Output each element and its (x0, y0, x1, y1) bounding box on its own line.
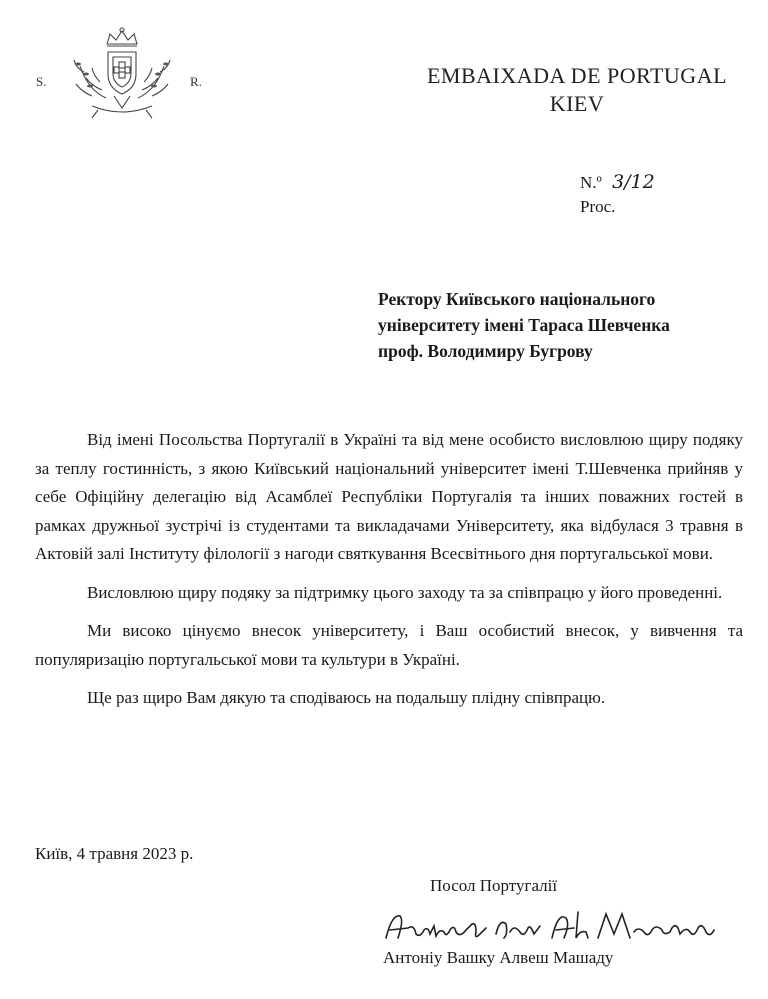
crest-letter-left: S. (36, 74, 47, 89)
addressee-line: університету імені Тараса Шевченка (378, 315, 670, 335)
crest-letter-right: R. (190, 74, 202, 89)
body-paragraph: Висловлюю щиру подяку за підтримку цього заходу та за співпрацю у його проведенні. (87, 582, 723, 602)
reference-number-label: N.º (580, 173, 602, 192)
embassy-city: KIEV (549, 91, 605, 116)
addressee-block (378, 286, 670, 364)
signer-name: Антоніу Вашку Алвеш Машаду (383, 948, 614, 967)
signer-position: Посол Португалії (430, 876, 558, 895)
embassy-name: EMBAIXADA DE PORTUGAL (426, 63, 728, 88)
body-paragraph: Від імені Посольства Португалії в Україні та від мене особисто висловлюю щиру подяку за теплу гостинність, з якою Київський національний університет імені Т.Шевченка прийняв у себе Офіційну делегацію від Асамблеї Республіки Португалія та інших поважних гостей в рамках дружньої зустрічі із студентами та викладачами Університету, яка відбулася 3 травня в Актовій залі Інституту філології з нагоди святкування Всесвітнього дня португальської мови. (35, 430, 743, 563)
body-paragraph: Ми високо цінуємо внесок університету, і Ваш особистий внесок, у вивчення та популяризацію португальської мови та культури в Україні. (35, 621, 743, 669)
place-date: Київ, 4 травня 2023 р. (35, 844, 194, 863)
reference-number-value: 3/12 (612, 171, 655, 193)
body-paragraph: Ще раз щиро Вам дякую та сподіваюсь на подальшу плідну співпрацю. (87, 688, 606, 707)
addressee-line: проф. Володимиру Бугрову (378, 341, 593, 361)
addressee-line: Ректору Київського національного (378, 289, 656, 309)
embassy-heading (412, 62, 742, 118)
reference-block (580, 170, 655, 219)
handwritten-signature (380, 904, 720, 950)
letter-body (35, 426, 743, 723)
coat-of-arms-icon (62, 26, 182, 124)
reference-proc-label: Proc. (580, 197, 616, 216)
